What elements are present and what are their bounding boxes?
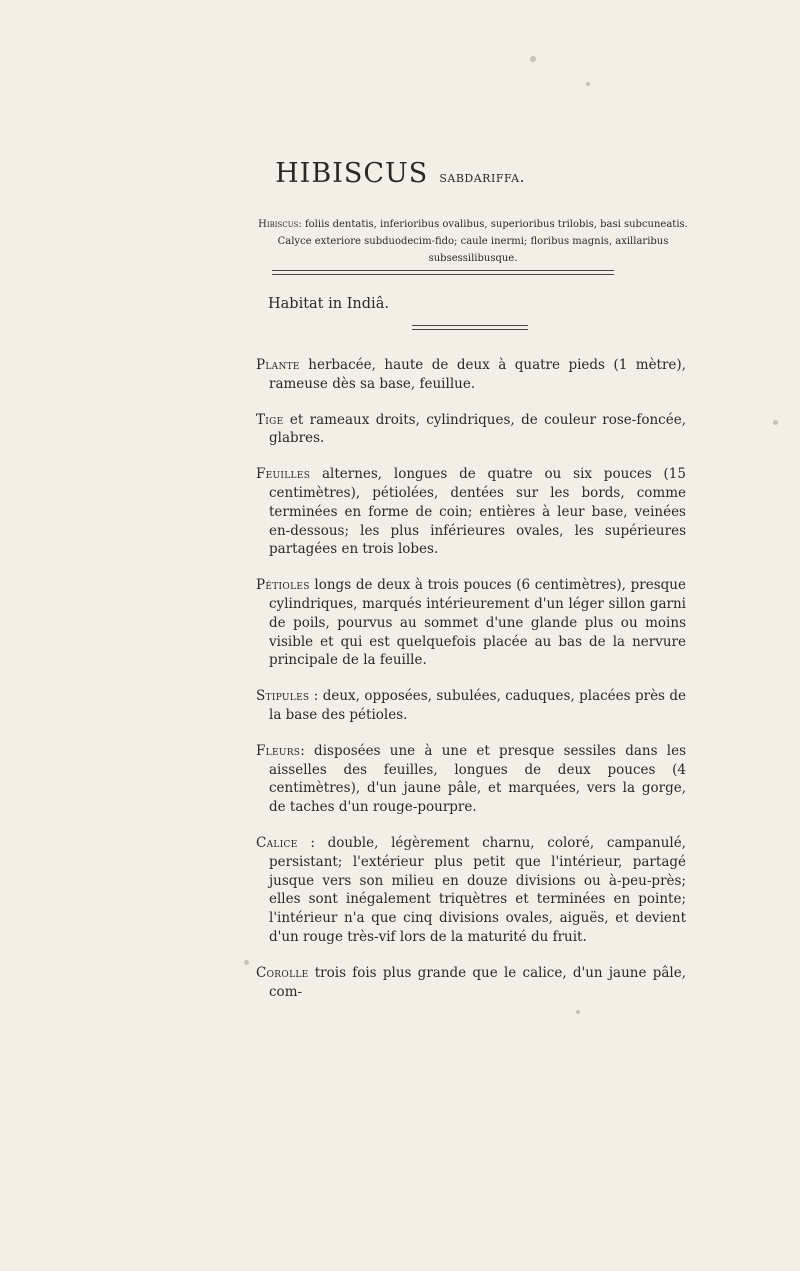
paragraph-text: : disposées une à une et presque sessiles dans les aisselles des feuilles, longues de deux pouces (4 centimètres), d'un jaune pâle, et marquées, vers la gorge, de taches d'un rouge-pourpre.: [269, 742, 686, 816]
page-title: [0, 158, 800, 189]
paper-speck: [586, 82, 590, 86]
paragraph-label: Fleurs: [256, 742, 301, 759]
paragraph-text: alternes, longues de quatre ou six pouces (15 centimètres), pétiolées, dentées sur les bords, comme terminées en forme de coin; entières à leur base, veinées en-dessous; les plus inférieures ovales, les supérieures partagées en trois lobes.: [269, 466, 686, 558]
paragraph-plante: [256, 356, 686, 394]
paper-speck: [244, 960, 249, 965]
paragraph-label: Stipules: [256, 688, 310, 705]
paragraph-tige: [256, 411, 686, 449]
title-species: sabdariffa.: [439, 168, 525, 186]
double-rule-top: [272, 270, 614, 275]
paragraph-text: herbacée, haute de deux à quatre pieds (1 mètre), rameuse dès sa base, feuillue.: [269, 357, 686, 392]
paragraph-text: : double, légèrement charnu, coloré, campanulé, persistant; l'extérieur plus petit que l'intérieur, partagé jusque vers son milieu en douze divisions ou à-peu-près; elles sont inégalement triquètres et terminées en pointe; l'intérieur n'a que cinq divisions ovales, aiguës, et devient d'un rouge très-vif lors de la maturité du fruit.: [269, 834, 686, 945]
paper-speck: [530, 56, 536, 62]
paragraph-feuilles: [256, 465, 686, 559]
paragraph-text: : deux, opposées, subulées, caduques, placées près de la base des pétioles.: [269, 688, 686, 723]
paragraph-text: longs de deux à trois pouces (6 centimètres), presque cylindriques, marqués intérieurement d'un léger sillon garni de poils, pourvus au sommet d'une glande plus ou moins visible et qui est quelquefois placée au bas de la nervure principale de la feuille.: [269, 577, 686, 669]
diagnosis-text: : foliis dentatis, inferioribus ovalibus, superioribus trilobis, basi subcuneatis. Calyce exteriore subduodecim-fido; caule inermi; floribus magnis, axillaribus subsessilibusque.: [277, 219, 688, 264]
title-genus: HIBISCUS: [275, 158, 429, 189]
diagnosis-label: Hibiscus: [258, 219, 299, 230]
habitat-line: Habitat in Indiâ.: [268, 296, 389, 312]
paragraph-label: Feuilles: [256, 466, 311, 483]
paragraph-fleurs: [256, 742, 686, 817]
paragraph-label: Corolle: [256, 964, 309, 981]
paragraph-calice: [256, 834, 686, 947]
paragraph-petioles: [256, 576, 686, 670]
paragraph-label: Calice: [256, 834, 298, 851]
paragraph-stipules: [256, 687, 686, 725]
paragraph-text: trois fois plus grande que le calice, d'un jaune pâle, com-: [269, 964, 686, 1000]
paragraph-label: Plante: [256, 357, 300, 373]
paper-speck: [773, 420, 778, 425]
double-rule-middle: [412, 325, 528, 330]
paragraph-label: Pétioles: [256, 577, 310, 594]
paragraph-corolle: [256, 964, 686, 1002]
description-body: [256, 356, 686, 1018]
paragraph-text: et rameaux droits, cylindriques, de couleur rose-foncée, glabres.: [269, 411, 686, 447]
paragraph-label: Tige: [256, 411, 284, 428]
latin-diagnosis: [256, 216, 690, 267]
